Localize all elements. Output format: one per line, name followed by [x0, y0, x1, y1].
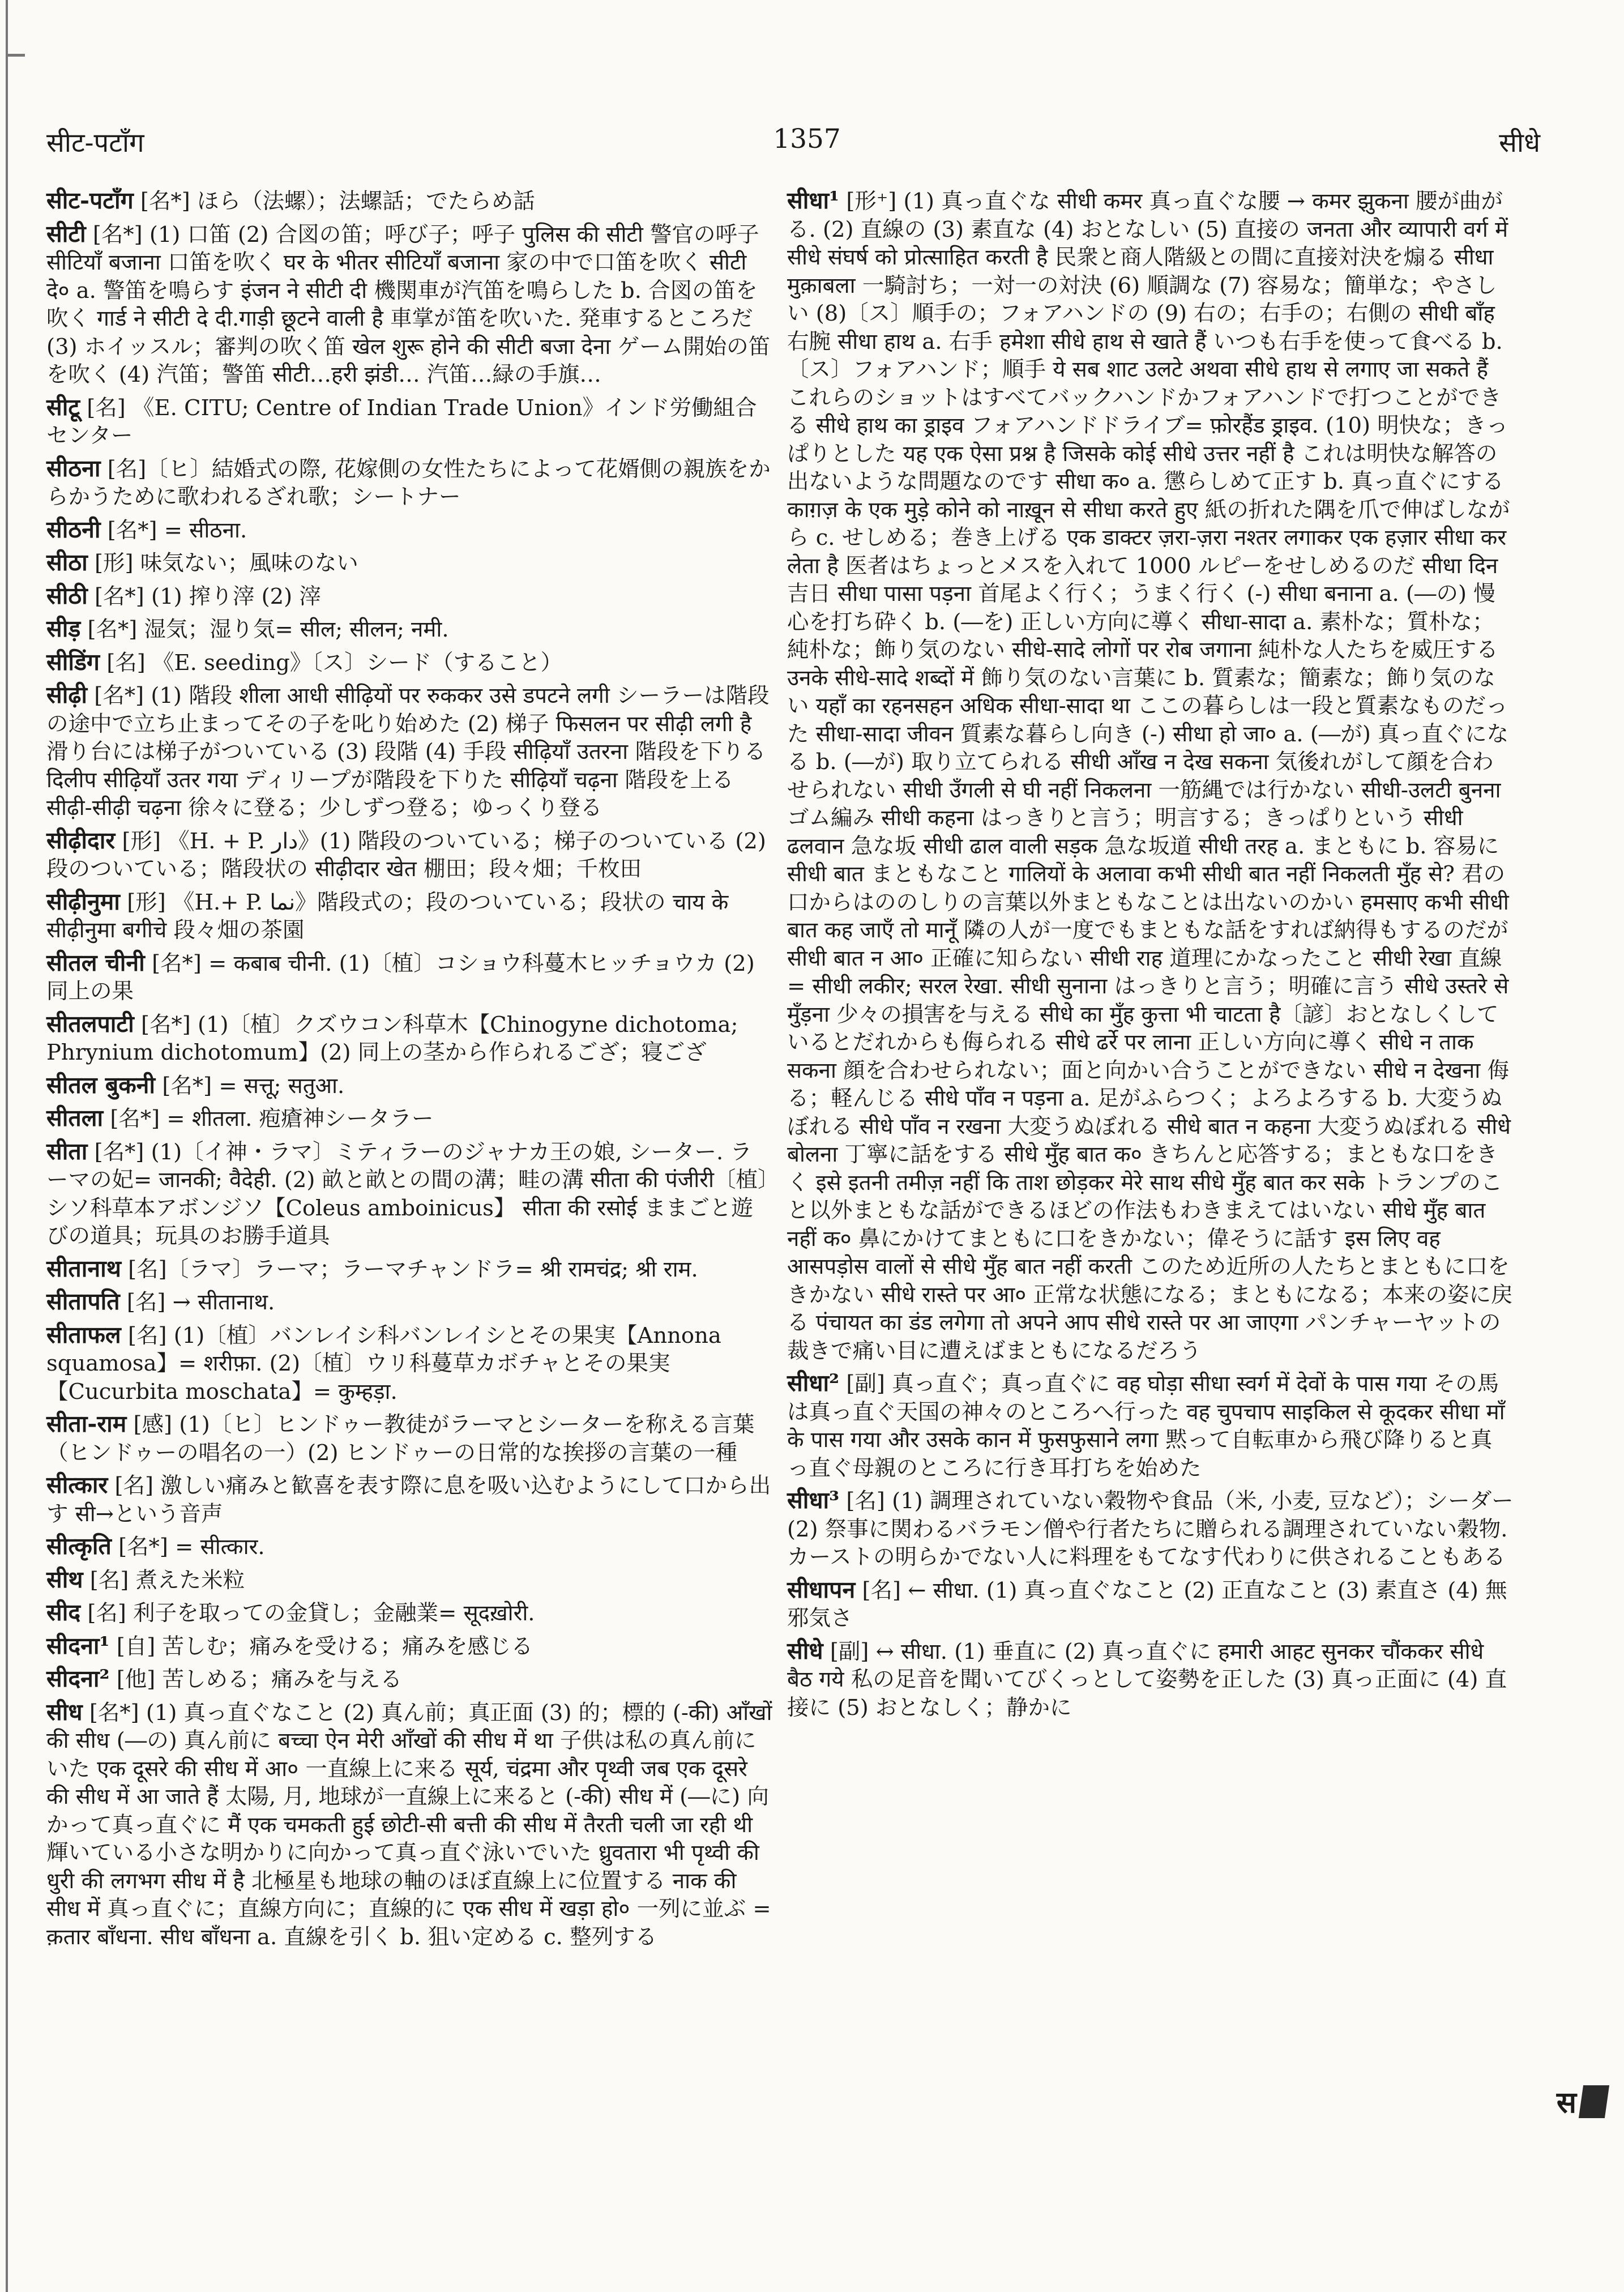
entry-definition: [名] → सीतानाथ. — [126, 1290, 275, 1315]
entry-headword: सीतलपाटी — [46, 1010, 134, 1038]
entry-headword: सीधापन — [787, 1576, 856, 1603]
entry-definition: [名] 《E. seeding》〔ス〕シード（すること） — [106, 650, 563, 676]
dictionary-entry — [46, 1138, 773, 1250]
entry-definition: [名]〔ラマ〕ラーマ；ラーマチャンドラ= श्री रामचंद्र; श्री राम. — [128, 1256, 698, 1282]
entry-definition: [形] 《H.+ P. نما》階段式の；段のついている；段状の चाय के सीढ़ीनुमा बगीचे 段々畑の茶園 — [46, 889, 729, 943]
entry-definition: [名] (1) 調理されていない穀物や食品（米, 小麦, 豆など）；シーダー (2) 祭事に関わるバラモン僧や行者たちに贈られる調理されていない穀物. カーストの明らかでない人に料理をもてなす代わりに供されることもある — [787, 1488, 1514, 1570]
entry-headword: सीड़ — [46, 615, 81, 642]
entry-definition: [名*] = शीतला. 疱瘡神シータラー — [110, 1106, 434, 1132]
entry-definition: [形] 味気ない；風味のない — [95, 550, 358, 576]
entry-definition: [名] 利子を取っての金貸し；金融業= सूदख़ोरी. — [87, 1600, 535, 1626]
dictionary-entry — [46, 1698, 773, 1952]
dictionary-entry — [46, 1010, 773, 1067]
entry-definition: [名] 《E. CITU; Centre of Indian Trade Union》インド労働組合センター — [46, 395, 757, 449]
thumb-index-tab — [1557, 2081, 1607, 2122]
dictionary-entry — [46, 1321, 773, 1406]
entry-headword: सीधा³ — [787, 1487, 840, 1514]
dictionary-entry — [46, 648, 773, 677]
entry-headword: सीधा² — [787, 1369, 840, 1397]
entry-headword: सीठी — [46, 582, 88, 609]
entry-headword: सीढ़ी — [46, 681, 88, 708]
entry-headword: सीठना — [46, 454, 101, 482]
dictionary-entry — [46, 949, 773, 1006]
dictionary-entry — [46, 827, 773, 883]
entry-headword: सीतानाथ — [46, 1254, 121, 1282]
dictionary-entry — [46, 549, 773, 578]
entry-headword: सीदना² — [46, 1665, 110, 1692]
entry-definition: [形⁺] (1) 真っ直ぐな सीधी कमर 真っ直ぐな腰 → कमर झुकना 腰が曲がる. (2) 直線の (3) 素直な (4) おとなしい (5) 直接の जनता और व्यापारी वर्ग में सीधे संघर्ष को प्रोत्साहित करती है 民衆と商人階級との間に直接対決を煽る सीधा मुक़ाबला 一騎討ち；一対一の対決 (6) 順調な (7) 容易な；簡単な；やさしい (8)〔ス〕順手の；フォアハンドの (9) 右の；右手の；右側の सीधी बाँह 右腕 सीधा हाथ a. 右手 हमेशा सीधे हाथ से खाते हैं いつも右手を使って食べる b.〔ス〕フォアハンド；順手 ये सब शाट उलटे अथवा सीधे हाथ से लगाए जा सकते हैं これらのショットはすべてバックハンドかフォアハンドで打つことができる सीधे हाथ का ड्राइव フォアハンドドライブ= फ़ोरहैंड ड्राइव. (10) 明快な；きっぱりとした यह एक ऐसा प्रश्न है जिसके कोई सीधे उत्तर नहीं है これは明快な解答の出ないような問題なのです सीधा क० a. 懲らしめて正す b. 真っ直ぐにする काग़ज़ के एक मुड़े कोने को नाख़ून से सीधा करते हुए 紙の折れた隅を爪で伸ばしながら c. せしめる；巻き上げる एक डाक्टर ज़रा-ज़रा नश्तर लगाकर एक हज़ार सीधा कर लेता है 医者はちょっとメスを入れて 1000 ルピーをせしめるのだ सीधा दिन 吉日 सीधा पासा पड़ना 首尾よく行く；うまく行く (-) सीधा बनाना a. (―の) 慢心を打ち砕く b. (―を) 正しい方向に導く सीधा-सादा a. 素朴な；質朴な；純朴な；飾り気のない सीधे-सादे लोगों पर रोब जगाना 純朴な人たちを威圧する उनके सीधे-सादे शब्दों में 飾り気のない言葉に b. 質素な；簡素な；飾り気のない यहाँ का रहनसहन अधिक सीधा-सादा था ここの暮らしは一段と質素なものだった सीधा-सादा जीवन 質素な暮らし向き (-) सीधा हो जा० a. (―が) 真っ直ぐになる b. (―が) 取り立てられる सीधी आँख न देख सकना 気後れがして顔を合わせられない सीधी उँगली से घी नहीं निकलना 一筋縄では行かない सीधी-उलटी बुनना ゴム編み सीधी कहना はっきりと言う；明言する；きっぱりという सीधी ढलवान 急な坂 सीधी ढाल वाली सड़क 急な坂道 सीधी तरह a. まともに b. 容易に सीधी बात まともなこと गालियों के अलावा कभी सीधी बात नहीं निकलती मुँह से? 君の口からはののしりの言葉以外まともなことは出ないのかい हमसाए कभी सीधी बात कह जाएँ तो मानूँ 隣の人が一度でもまともな話をすれば納得もするのだが सीधी बात न आ० 正確に知らない सीधी राह 道理にかなったこと सीधी रेखा 直線= सीधी लकीर; सरल रेखा. सीधी सुनाना はっきりと言う；明確に言う सीधे उस्तरे से मुँड़ना 少々の損害を与える सीधे का मुँह कुत्ता भी चाटता है〔諺〕おとなしくしているとだれからも侮られる सीधे ढर्रे पर लाना 正しい方向に導く सीधे न ताक सकना 顔を合わせられない；面と向かい合うことができない सीधे न देखना 侮る；軽んじる सीधे पाँव न पड़ना a. 足がふらつく；よろよろする b. 大変うぬぼれる सीधे पाँव न रखना 大変うぬぼれる सीधे बात न कहना 大変うぬぼれる सीधे बोलना 丁寧に話をする सीधे मुँह बात क० きちんと応答する；まともな口をきく इसे इतनी तमीज़ नहीं कि ताश छोड़कर मेरे साथ सीधे मुँह बात कर सके トランプのこと以外まともな話ができるほどの作法もわきまえてはいない सीधे मुँह बात नहीं क० 鼻にかけてまともに口をきかない；偉そうに話す इस लिए वह आसपड़ोस वालों से सीधे मुँह बात नहीं करती このため近所の人たちとまともに口をきかない सीधे रास्ते पर आ० 正常な状態になる；まともになる；本来の姿に戻る पंचायत का डंड लगेगा तो अपने आप सीधे रास्ते पर आ जाएगा パンチャーヤットの裁きで痛い目に遭えばまともになるだろう — [787, 189, 1513, 1364]
entry-definition: [名*] (1) 階段 शीला आधी सीढ़ियों पर रुककर उसे डपटने लगी シーラーは階段の途中で立ち止まってその子を叱り始めた (2) 梯子 फिसलन पर सीढ़ी लगी है 滑り台には梯子がついている (3) 段階 (4) 手段 सीढ़ियाँ उतरना 階段を下りる दिलीप सीढ़ियाँ उतर गया ディリープが階段を下りた सीढ़ियाँ चढ़ना 階段を上る सीढ़ी-सीढ़ी चढ़ना 徐々に登る；少しずつ登る；ゆっくり登る — [46, 683, 770, 821]
dictionary-entry — [787, 187, 1514, 1365]
dictionary-entry — [46, 681, 773, 822]
dictionary-entry — [46, 220, 773, 389]
entry-headword: सीदना¹ — [46, 1632, 110, 1659]
entry-definition: [名] ← सीधा. (1) 真っ直ぐなこと (2) 正直なこと (3) 素直さ (4) 無邪気さ — [787, 1577, 1507, 1631]
dictionary-entry — [46, 1632, 773, 1661]
entry-headword: सीडिंग — [46, 648, 100, 676]
dictionary-entry — [46, 394, 773, 450]
entry-definition: [形] 《H. + P. دار》(1) 階段のついている；梯子のついている (2) 段のついている；階段状の सीढ़ीदार खेत 棚田；段々畑；千枚田 — [46, 828, 766, 882]
thumb-index-block — [1579, 2085, 1609, 2118]
dictionary-entry — [787, 1369, 1514, 1482]
entry-headword: सीतापति — [46, 1288, 120, 1315]
entry-definition: [名] 激しい痛みと歓喜を表す際に息を吸い込むようにして口から出す सी→という音声 — [46, 1473, 771, 1527]
entry-definition: [感] (1)〔ヒ〕ヒンドゥー教徒がラーマとシーターを称える言葉（ヒンドゥーの唱名の一）(2) ヒンドゥーの日常的な挨拶の言葉の一種 — [46, 1412, 755, 1466]
entry-definition: [副] ↔ सीधा. (1) 垂直に (2) 真っ直ぐに हमारी आहट सुनकर चौंककर सीधे बैठ गये 私の足音を聞いてびくっとして姿勢を正した (3) 真っ正面に (4) 直接に (5) おとなしく；静かに — [787, 1638, 1507, 1721]
running-head-left: सीट-पटाँग — [46, 127, 144, 159]
entry-definition: [自] 苦しむ；痛みを受ける；痛みを感じる — [116, 1633, 533, 1659]
thumb-index-letter: स — [1556, 2085, 1576, 2120]
entry-definition: [名*] = सत्तू; सतुआ. — [162, 1073, 345, 1099]
entry-headword: सीतल चीनी — [46, 949, 145, 976]
entry-headword: सीताफल — [46, 1321, 121, 1348]
entry-definition: [名*] (1) 搾り滓 (2) 滓 — [95, 583, 321, 609]
binding-margin-line — [6, 0, 8, 2292]
dictionary-entry — [787, 1487, 1514, 1572]
dictionary-entry — [46, 1566, 773, 1595]
dictionary-entry — [46, 187, 773, 216]
entry-definition: [名*] (1)〔イ神・ラマ〕ミティラーのジャナカ王の娘, シーター. ラーマの妃= जानकी; वैदेही. (2) 畝と畝との間の溝；畦の溝 सीता की पंजीरी〔植〕シソ科草本アボンジソ【Coleus amboinicus】 सीता की रसोई ままごと遊びの道具；玩具のお勝手道具 — [46, 1139, 769, 1249]
dictionary-entry — [787, 1637, 1514, 1722]
entry-headword: सीटी — [46, 220, 86, 247]
entry-definition: [名*] (1) 真っ直ぐなこと (2) 真ん前；真正面 (3) 的；標的 (-की) आँखों की सीध (―の) 真ん前に बच्चा ऐन मेरी आँखों की सीध में था 子供は私の真ん前にいた एक दूसरे की सीध में आ० 一直線上に来る सूर्य, चंद्रमा और पृथ्वी जब एक दूसरे की सीध में आ जाते हैं 太陽, 月, 地球が一直線上に来ると (-की) सीध में (―に) 向かって真っ直ぐに मैं एक चमकती हुई छोटी-सी बत्ती की सीध में तैरती चली जा रही थी 輝いている小さな明かりに向かって真っ直ぐ泳いでいた ध्रुवतारा भी पृथ्वी की धुरी की लगभग सीध में है 北極星も地球の軸のほぼ直線上に位置する नाक की सीध में 真っ直ぐに；直線方向に；直線的に एक सीध में खड़ा हो० 一列に並ぶ = क़तार बाँधना. सीध बाँधना a. 直線を引く b. 狙い定める c. 整列する — [46, 1700, 772, 1950]
entry-headword: सीता-राम — [46, 1410, 127, 1437]
dictionary-entry — [46, 1599, 773, 1628]
entry-headword: सीट-पटाँग — [46, 187, 134, 214]
entry-definition: [名*] ほら（法螺）；法螺話；でたらめ話 — [140, 189, 535, 214]
entry-headword: सीध — [46, 1698, 83, 1726]
entry-headword: सीथ — [46, 1565, 83, 1593]
entry-headword: सीठा — [46, 549, 88, 576]
entry-headword: सीता — [46, 1137, 88, 1165]
entry-definition: [名] (1)〔植〕バンレイシ科バンレイシとその果実【Annona squamosa】= शरीफ़ा. (2)〔植〕ウリ科蔓草カボチャとその果実【Cucurbita moschata】= कुम्हड़ा. — [46, 1322, 721, 1405]
dictionary-entry — [787, 1576, 1514, 1633]
entry-headword: सीत्कार — [46, 1471, 108, 1499]
entry-definition: [名]〔ヒ〕結婚式の際, 花嫁側の女性たちによって花婿側の親族をからかうために歌われるざれ歌；シートナー — [46, 456, 771, 510]
dictionary-entry — [46, 1665, 773, 1694]
entry-headword: सीढ़ीनुमा — [46, 887, 120, 915]
entry-definition: [他] 苦しめる；痛みを与える — [116, 1667, 402, 1692]
entry-headword: सीतला — [46, 1104, 104, 1132]
entry-definition: [名*] = सीत्कार. — [118, 1534, 265, 1560]
entry-headword: सीधे — [787, 1637, 823, 1664]
entry-definition: [名*] 湿気；湿り気= सील; सीलन; नमी. — [87, 617, 449, 642]
dictionary-entry — [46, 1072, 773, 1100]
dictionary-entry — [46, 455, 773, 511]
entry-definition: [名*] = सीठना. — [107, 517, 247, 543]
entry-headword: सीत्कृति — [46, 1533, 112, 1560]
entry-headword: सीठनी — [46, 515, 101, 543]
entry-definition: [名*] (1) 口笛 (2) 合図の笛；呼び子；呼子 पुलिस की सीटी 警官の呼子 सीटियाँ बजाना 口笛を吹く घर के भीतर सीटियाँ बजाना 家の中で口笛を吹く सीटी दे० a. 警笛を鳴らす इंजन ने सीटी दी 機関車が汽笛を鳴らした b. 合図の笛を吹く गार्ड ने सीटी दे दी.गाड़ी छूटने वाली है 車掌が笛を吹いた. 発車するところだ (3) ホイッスル；審判の吹く笛 खेल शुरू होने की सीटी बजा देना ゲーム開始の笛を吹く (4) 汽笛；警笛 सीटी…हरी झंडी… 汽笛…緑の手旗… — [46, 221, 771, 387]
dictionary-entry — [46, 1410, 773, 1467]
page-number: 1357 — [773, 123, 841, 155]
entry-definition: [副] 真っ直ぐ；真っ直ぐに वह घोड़ा सीधा स्वर्ग में देवों के पास गया その馬は真っ直ぐ天国の神々のところへ行った वह चुपचाप साइकिल से कूदकर सीधा माँ के पास गया और उसके कान में फुसफुसाने लगा 黙って自転車から飛び降りると真っ直ぐ母親のところに行き耳打ちを始めた — [787, 1371, 1505, 1481]
dictionary-entry — [46, 516, 773, 545]
dictionary-entry — [46, 1104, 773, 1133]
dictionary-entry — [46, 615, 773, 644]
entry-headword: सीतल बुकनी — [46, 1071, 156, 1099]
dictionary-entry — [46, 1255, 773, 1284]
left-column — [46, 187, 773, 1956]
entry-definition: [名*] (1)〔植〕クズウコン科草木【Chinogyne dichotoma; Phrynium dichotomum】(2) 同上の茎から作られるござ；寝ござ — [46, 1011, 738, 1065]
binding-margin-tick — [6, 54, 25, 57]
entry-definition: [名*] = कबाब चीनी. (1)〔植〕コショウ科蔓木ヒッチョウカ (2) 同上の果 — [46, 950, 755, 1004]
entry-headword: सीटू — [46, 393, 80, 421]
dictionary-entry — [46, 1471, 773, 1528]
entry-definition: [名] 煮えた米粒 — [89, 1567, 245, 1593]
entry-headword: सीढ़ीदार — [46, 826, 116, 854]
dictionary-entry — [46, 1533, 773, 1561]
dictionary-entry — [46, 888, 773, 945]
right-column — [787, 187, 1514, 1726]
entry-headword: सीद — [46, 1599, 81, 1626]
running-head-right: सीधे — [1499, 127, 1540, 159]
dictionary-entry — [46, 582, 773, 611]
dictionary-entry — [46, 1288, 773, 1317]
entry-headword: सीधा¹ — [787, 187, 840, 214]
